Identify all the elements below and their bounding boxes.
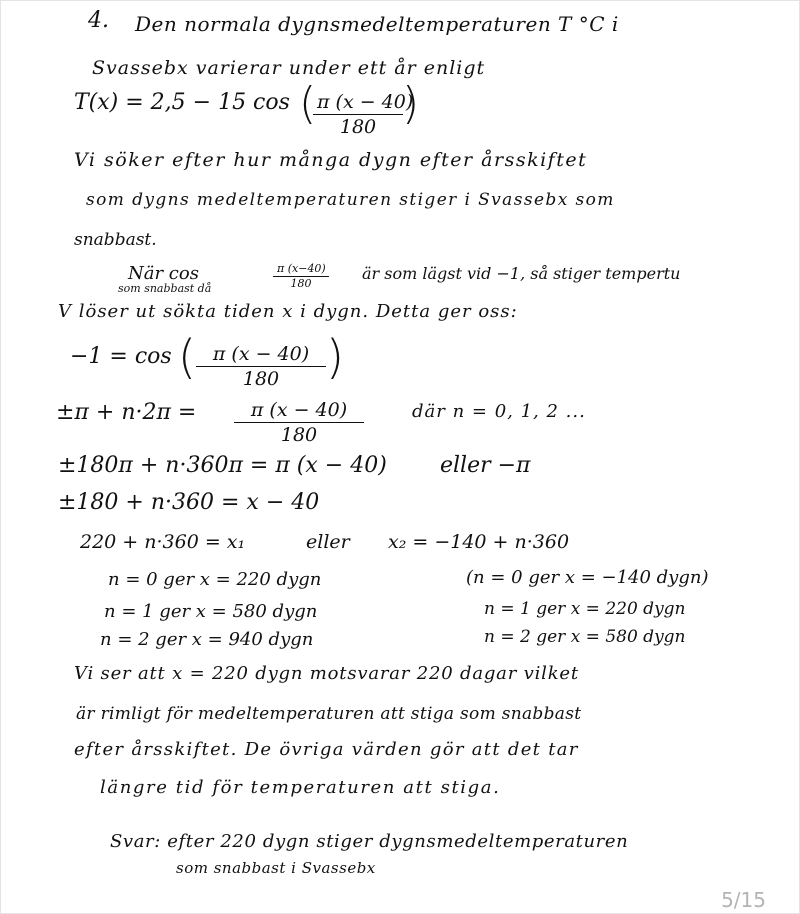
problem-line-2: Svassebx varierar under ett år enligt — [92, 57, 486, 79]
eq2-fraction — [234, 398, 364, 447]
eq1-paren-right: ) — [326, 330, 344, 384]
formula-numerator: π (x − 40) — [313, 90, 403, 115]
when-fraction — [273, 262, 329, 291]
intro-line-3: snabbast. — [74, 230, 157, 250]
eq1-lhs: −1 = cos — [70, 344, 172, 369]
when-numerator: π (x−40) — [273, 262, 329, 277]
eq3-lhs: ±180π + n·360π = π (x − 40) — [58, 453, 387, 478]
eq2-lhs: ±π + n·2π = — [56, 400, 197, 425]
conclusion-line-3: efter årsskiftet. De övriga värden gör att det tar — [74, 739, 579, 760]
formula-denominator: 180 — [339, 116, 377, 138]
eq5-left: 220 + n·360 = x₁ — [80, 531, 246, 553]
when-text: När cos — [128, 263, 199, 284]
page-number: 5/15 — [721, 888, 766, 912]
case-left-2: n = 2 ger x = 940 dygn — [100, 629, 314, 650]
formula-paren-left: ( — [299, 78, 317, 129]
case-right-1: n = 1 ger x = 220 dygn — [484, 599, 686, 619]
eq5-mid: eller — [306, 531, 350, 553]
formula-paren-right: ) — [402, 78, 420, 129]
solve-text: V löser ut sökta tiden x i dygn. Detta ger oss: — [58, 301, 518, 322]
eq1-numerator: π (x − 40) — [196, 342, 326, 367]
case-right-2: n = 2 ger x = 580 dygn — [484, 627, 686, 647]
case-right-0: (n = 0 ger x = −140 dygn) — [466, 567, 709, 588]
when-tail: är som lägst vid −1, så stiger tempertu — [362, 264, 681, 283]
eq1-denominator: 180 — [242, 368, 280, 390]
intro-line-1: Vi söker efter hur många dygn efter årsskiftet — [74, 149, 588, 171]
intro-line-2: som dygns medeltemperaturen stiger i Svassebx som — [86, 190, 615, 210]
case-left-1: n = 1 ger x = 580 dygn — [104, 601, 318, 622]
answer-line-1: Svar: efter 220 dygn stiger dygnsmedeltemperaturen — [110, 831, 629, 852]
eq3-tail: eller −π — [440, 453, 531, 478]
problem-number: 4. — [88, 8, 109, 33]
conclusion-line-1: Vi ser att x = 220 dygn motsvarar 220 dagar vilket — [74, 663, 579, 684]
conclusion-line-4: längre tid för temperaturen att stiga. — [100, 777, 501, 798]
eq1-paren-left: ( — [178, 330, 196, 384]
eq2-numerator: π (x − 40) — [234, 398, 364, 423]
problem-line-1: Den normala dygnsmedeltemperaturen T °C i — [135, 12, 619, 36]
when-note: som snabbast då — [118, 282, 212, 295]
answer-line-2: som snabbast i Svassebx — [176, 859, 376, 877]
eq4-text: ±180 + n·360 = x − 40 — [58, 490, 320, 515]
eq2-denominator: 180 — [280, 424, 318, 446]
eq2-tail: där n = 0, 1, 2 ... — [412, 401, 586, 422]
eq1-fraction — [196, 342, 326, 391]
conclusion-line-2: är rimligt för medeltemperaturen att stiga som snabbast — [76, 704, 582, 724]
eq5-right: x₂ = −140 + n·360 — [388, 531, 570, 553]
formula-fraction — [313, 90, 414, 139]
case-left-0: n = 0 ger x = 220 dygn — [108, 569, 322, 590]
when-denominator: 180 — [290, 277, 312, 290]
formula-lhs: T(x) = 2,5 − 15 cos — [74, 90, 290, 115]
